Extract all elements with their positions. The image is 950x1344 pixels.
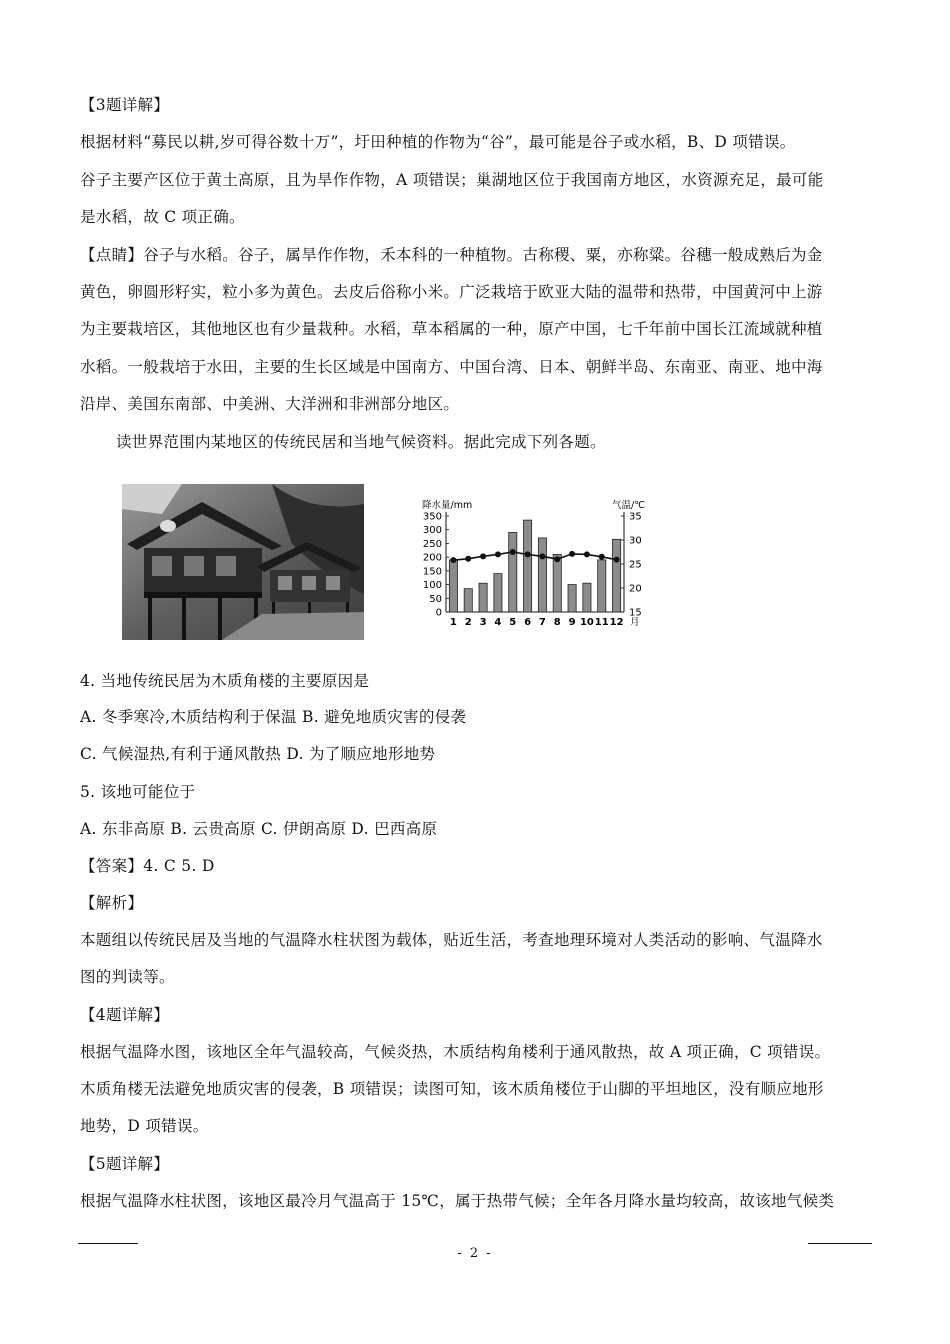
- left-tick-label: 200: [422, 552, 442, 564]
- climate-chart-svg: [408, 496, 658, 642]
- precip-bar: [568, 585, 576, 612]
- month-label: 12: [609, 617, 624, 628]
- month-label: 2: [464, 617, 472, 628]
- month-label: 6: [524, 617, 532, 628]
- precip-bar: [538, 538, 546, 612]
- footer-rule-right: [808, 1243, 872, 1244]
- question-4-options: C. 气候湿热,有利于通风散热 D. 为了顺应地形地势: [80, 745, 436, 763]
- month-label: 8: [553, 617, 561, 628]
- month-label: 1: [449, 617, 457, 628]
- right-tick-label: 35: [629, 511, 642, 523]
- x-unit-label: 月: [630, 617, 640, 628]
- temperature-point: [584, 551, 590, 557]
- temperature-point: [510, 549, 516, 555]
- precip-bar: [524, 520, 532, 612]
- analysis-line: 图的判读等。: [80, 968, 175, 986]
- precip-bar: [598, 560, 606, 612]
- precip-bar: [464, 589, 472, 612]
- temperature-point: [599, 554, 605, 560]
- left-tick-label: 100: [422, 580, 442, 592]
- explanation-line: 根据气温降水图，该地区全年气温较高，气候炎热，木质结构角楼利于通风散热，故 A 项正确，C 项错误。: [80, 1043, 831, 1061]
- question-5: 5. 该地可能位于: [80, 783, 196, 801]
- precip-bar: [494, 574, 502, 612]
- left-tick-label: 350: [422, 511, 442, 523]
- section-heading-4: 【4题详解】: [80, 1006, 170, 1024]
- question-4-options: A. 冬季寒冷,木质结构利于保温 B. 避免地质灾害的侵袭: [80, 708, 467, 726]
- answer-line: 【答案】4. C 5. D: [80, 857, 215, 875]
- section-heading-5: 【5题详解】: [80, 1155, 170, 1173]
- precip-bar: [583, 583, 591, 612]
- precip-bar: [449, 560, 457, 612]
- question-5-options: A. 东非高原 B. 云贵高原 C. 伊朗高原 D. 巴西高原: [80, 820, 438, 838]
- left-tick-label: 300: [422, 525, 442, 537]
- right-tick-label: 25: [629, 559, 642, 571]
- temperature-line: [453, 552, 616, 560]
- temperature-point: [465, 556, 471, 562]
- note-line: 【点睛】谷子与水稻。谷子，属旱作作物，禾本科的一种植物。古称稷、粟，亦称粱。谷穗一般成熟后为金: [80, 246, 823, 264]
- note-line: 黄色，卵圆形籽实，粒小多为黄色。去皮后俗称小米。广泛栽培于欧亚大陆的温带和热带，中国黄河中上游: [80, 283, 823, 301]
- paragraph-line: 根据材料“募民以耕,岁可得谷数十万”，圩田种植的作物为“谷”，最可能是谷子或水稻，B、D 项错误。: [80, 133, 796, 151]
- precip-bar: [553, 554, 561, 612]
- month-label: 11: [594, 617, 609, 628]
- right-tick-label: 20: [629, 583, 642, 595]
- traditional-house-photo: [122, 484, 364, 640]
- month-label: 9: [568, 617, 576, 628]
- precip-bar: [613, 539, 621, 612]
- note-line: 水稻。一般栽培于水田，主要的生长区域是中国南方、中国台湾、日本、朝鲜半岛、东南亚、南亚、地中海: [80, 358, 823, 376]
- month-label: 7: [538, 617, 546, 628]
- paragraph-line: 是水稻，故 C 项正确。: [80, 208, 245, 226]
- footer-rule-left: [78, 1243, 138, 1244]
- analysis-line: 本题组以传统民居及当地的气温降水柱状图为载体，贴近生活，考查地理环境对人类活动的影响、气温降水: [80, 931, 823, 949]
- note-line: 为主要栽培区，其他地区也有少量栽种。水稻，草本稻属的一种，原产中国，七千年前中国长江流域就种植: [80, 320, 823, 338]
- precip-bar: [479, 583, 487, 612]
- temperature-point: [495, 551, 501, 557]
- temperature-point: [525, 551, 531, 557]
- analysis-heading: 【解析】: [80, 894, 144, 912]
- explanation-line: 根据气温降水柱状图，该地区最冷月气温高于 15℃，属于热带气候；全年各月降水量均较高，故该地气候类: [80, 1192, 835, 1210]
- explanation-line: 木质角楼无法避免地质灾害的侵袭，B 项错误；读图可知，该木质角楼位于山脚的平坦地区，没有顺应地形: [80, 1080, 824, 1098]
- month-label: 3: [479, 617, 487, 628]
- section-heading-3: 【3题详解】: [80, 96, 170, 114]
- question-4: 4. 当地传统民居为木质角楼的主要原因是: [80, 672, 370, 690]
- temperature-point: [554, 556, 560, 562]
- right-tick-label: 15: [629, 607, 642, 619]
- temperature-point: [450, 557, 456, 563]
- climate-chart: [408, 496, 658, 642]
- note-line: 沿岸、美国东南部、中美洲、大洋洲和非洲部分地区。: [80, 395, 460, 413]
- right-tick-label: 30: [629, 535, 642, 547]
- month-label: 4: [494, 617, 502, 628]
- paragraph-line: 谷子主要产区位于黄土高原，且为旱作作物，A 项错误；巢湖地区位于我国南方地区，水资源充足，最可能: [80, 171, 824, 189]
- right-axis-title: 气温/℃: [612, 500, 645, 511]
- left-tick-label: 150: [422, 566, 442, 578]
- page-number: - 2 -: [457, 1246, 493, 1261]
- question-intro: 读世界范围内某地区的传统民居和当地气候资料。据此完成下列各题。: [116, 433, 606, 451]
- left-tick-label: 50: [429, 593, 442, 605]
- temperature-point: [614, 557, 620, 563]
- temperature-point: [569, 551, 575, 557]
- left-tick-label: 0: [435, 607, 442, 619]
- precip-bar: [509, 532, 517, 612]
- left-axis-title: 降水量/mm: [422, 500, 473, 511]
- month-label: 5: [509, 617, 517, 628]
- explanation-line: 地势，D 项错误。: [80, 1117, 209, 1135]
- temperature-point: [539, 553, 545, 559]
- temperature-point: [480, 553, 486, 559]
- month-label: 10: [579, 617, 594, 628]
- left-tick-label: 250: [422, 538, 442, 550]
